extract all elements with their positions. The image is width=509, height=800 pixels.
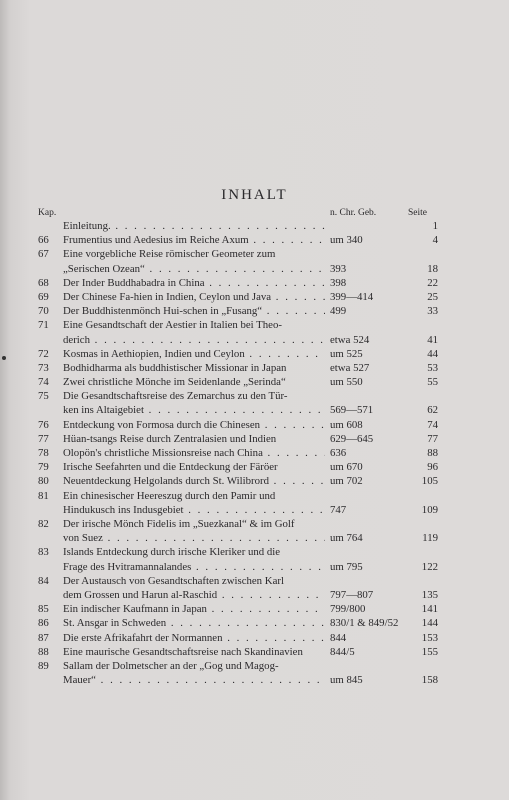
chapter-page: 53: [427, 361, 438, 374]
toc-entry: [38, 616, 438, 630]
chapter-page: 109: [421, 503, 438, 516]
chapter-page: 44: [427, 347, 438, 360]
chapter-page: 158: [421, 674, 438, 687]
chapter-year: 393: [330, 262, 347, 275]
chapter-title-line: Mauer“ . . .: [63, 673, 325, 687]
chapter-number: 83: [38, 546, 49, 559]
chapter-number: 86: [38, 617, 49, 630]
chapter-page: 96: [427, 461, 438, 474]
chapter-page: 105: [421, 475, 438, 488]
chapter-number: 78: [38, 447, 49, 460]
chapter-number: 75: [38, 390, 49, 403]
chapter-number: 88: [38, 645, 49, 658]
chapter-page: 119: [422, 532, 438, 545]
chapter-page: 1: [432, 220, 438, 232]
table-of-contents: [38, 219, 438, 687]
chapter-title-line: Die erste Afrikafahrt der Normannen . . .: [63, 631, 325, 645]
margin-mark: [2, 356, 6, 360]
chapter-title-line: „Serischen Ozean“ . . .: [63, 262, 325, 276]
chapter-year: um 845: [330, 674, 363, 687]
chapter-year: 799/800: [330, 603, 366, 616]
chapter-year: um 702: [330, 475, 363, 488]
chapter-title-line: Frumentius und Aedesius im Reiche Axum . . .: [63, 233, 325, 247]
chapter-year: 844: [330, 631, 347, 644]
toc-entry: [38, 219, 438, 233]
toc-entry: [38, 389, 438, 417]
chapter-page: 22: [427, 276, 438, 289]
chapter-title-line: Der Buddhistenmönch Hui-schen in „Fusang“ . . .: [63, 304, 325, 318]
chapter-number: 67: [38, 248, 49, 261]
chapter-number: 70: [38, 305, 49, 318]
chapter-number: 89: [38, 659, 49, 672]
chapter-title-line: Einleitung. . . .: [63, 219, 325, 233]
chapter-title-line: Eine maurische Gesandtschaftsreise nach Skandinavien: [63, 645, 303, 658]
chapter-year: 569—571: [330, 404, 374, 417]
chapter-year: 830/1 & 849/52: [330, 617, 399, 630]
chapter-year: um 608: [330, 418, 363, 431]
chapter-number: 79: [38, 461, 49, 474]
chapter-page: 153: [421, 631, 438, 644]
chapter-title-line: von Suez . . .: [63, 531, 325, 545]
chapter-page: 41: [427, 333, 438, 346]
toc-entry: [38, 631, 438, 645]
chapter-page: 88: [427, 447, 438, 460]
chapter-number: 69: [38, 290, 49, 303]
chapter-page: 135: [421, 588, 438, 601]
toc-entry: [38, 347, 438, 361]
chapter-title-line: dem Grossen und Harun al-Raschid . . .: [63, 588, 325, 602]
toc-entry: [38, 304, 438, 318]
toc-entry: [38, 418, 438, 432]
chapter-title-line: Neuentdeckung Helgolands durch St. Wilibrord . . .: [63, 474, 325, 488]
chapter-number: 73: [38, 361, 49, 374]
toc-entry: [38, 233, 438, 247]
chapter-title-line: Eine vorgebliche Reise römischer Geometer zum: [63, 248, 276, 261]
chapter-number: 82: [38, 518, 49, 530]
chapter-number: 72: [38, 347, 49, 360]
chapter-title-line: Ein chinesischer Heereszug durch den Pamir und: [63, 489, 276, 502]
chapter-page: 77: [427, 432, 438, 445]
chapter-title-line: Frage des Hvitramannalandes . . .: [63, 560, 325, 574]
chapter-page: 18: [427, 262, 438, 275]
chapter-number: 68: [38, 276, 49, 289]
chapter-year: etwa 527: [330, 361, 370, 374]
chapter-title-line: Der Chinese Fa-hien in Indien, Ceylon und Java . . .: [63, 290, 325, 304]
chapter-page: 25: [427, 290, 438, 303]
chapter-number: 84: [38, 574, 49, 587]
toc-entry: [38, 460, 438, 474]
chapter-year: um 764: [330, 532, 363, 545]
chapter-number: 76: [38, 418, 49, 431]
toc-entry: [38, 517, 438, 545]
chapter-year: um 340: [330, 234, 363, 247]
column-header-geb: n. Chr. Geb.: [330, 208, 377, 218]
toc-entry: [38, 545, 438, 573]
column-header-seite: Seite: [408, 208, 427, 218]
chapter-number: 80: [38, 475, 49, 488]
chapter-page: 144: [421, 617, 438, 630]
chapter-year: 747: [330, 503, 347, 516]
chapter-year: 398: [330, 276, 347, 289]
chapter-title-line: Die Gesandtschaftsreise des Zemarchus zu den Tür-: [63, 390, 288, 403]
chapter-title-line: Der irische Mönch Fidelis im „Suezkanal“ & im Golf: [63, 518, 295, 530]
chapter-year: 844/5: [330, 645, 355, 658]
toc-entry: [38, 318, 438, 346]
chapter-title-line: Olopön's christliche Missionsreise nach China . . .: [63, 446, 325, 460]
chapter-title-line: Entdeckung von Formosa durch die Chinesen . . .: [63, 418, 325, 432]
chapter-title-line: Irische Seefahrten und die Entdeckung der Färöer: [63, 461, 278, 474]
chapter-title-line: Der Inder Buddhabadra in China . . .: [63, 276, 325, 290]
chapter-title-line: Kosmas in Aethiopien, Indien und Ceylon . . .: [63, 347, 325, 361]
chapter-year: 399—414: [330, 290, 374, 303]
toc-entry: [38, 574, 438, 602]
page-title: INHALT: [221, 187, 288, 203]
chapter-year: um 670: [330, 461, 363, 474]
chapter-year: 629—645: [330, 432, 374, 445]
chapter-number: 77: [38, 432, 49, 445]
column-header-kap: Kap.: [38, 208, 57, 218]
toc-entry: [38, 247, 438, 275]
chapter-number: 87: [38, 631, 49, 644]
toc-entry: [38, 602, 438, 616]
chapter-number: 85: [38, 603, 49, 616]
chapter-year: 797—807: [330, 588, 374, 601]
chapter-page: 62: [427, 404, 438, 417]
chapter-title-line: Zwei christliche Mönche im Seidenlande „Serinda“: [63, 376, 286, 389]
chapter-title-line: Hindukusch ins Indusgebiet . . .: [63, 503, 325, 517]
chapter-title-line: Sallam der Dolmetscher an der „Gog und Magog-: [63, 659, 279, 672]
chapter-title-line: Hüan-tsangs Reise durch Zentralasien und Indien: [63, 432, 277, 445]
toc-entry: [38, 645, 438, 659]
chapter-year: um 550: [330, 376, 363, 389]
chapter-title-line: St. Ansgar in Schweden . . .: [63, 616, 325, 630]
chapter-page: 33: [427, 305, 438, 318]
chapter-title-line: derich . . .: [63, 333, 325, 347]
chapter-title-line: Islands Entdeckung durch irische Kleriker und die: [63, 546, 281, 559]
chapter-page: 141: [421, 603, 438, 616]
chapter-number: 81: [38, 489, 49, 502]
chapter-title-line: Eine Gesandtschaft der Aestier in Italien bei Theo-: [63, 319, 282, 332]
chapter-page: 155: [421, 645, 438, 658]
chapter-title-line: Bodhidharma als buddhistischer Missionar in Japan: [63, 361, 287, 374]
toc-entry: [38, 276, 438, 290]
chapter-number: 71: [38, 319, 49, 332]
toc-entry: [38, 375, 438, 389]
toc-entry: [38, 290, 438, 304]
chapter-year: 499: [330, 305, 347, 318]
chapter-page: 122: [421, 560, 438, 573]
chapter-year: 636: [330, 447, 347, 460]
toc-entry: [38, 432, 438, 446]
chapter-title-line: ken ins Altaigebiet . . .: [63, 403, 325, 417]
chapter-year: um 795: [330, 560, 363, 573]
toc-entry: [38, 474, 438, 488]
chapter-page: 4: [432, 234, 438, 247]
chapter-number: 66: [38, 234, 49, 247]
chapter-year: etwa 524: [330, 333, 370, 346]
toc-entry: [38, 446, 438, 460]
chapter-year: um 525: [330, 347, 363, 360]
chapter-title-line: Ein indischer Kaufmann in Japan . . .: [63, 602, 325, 616]
chapter-page: 74: [427, 418, 438, 431]
toc-entry: [38, 659, 438, 687]
chapter-page: 55: [427, 376, 438, 389]
chapter-title-line: Der Austausch von Gesandtschaften zwischen Karl: [63, 574, 284, 587]
toc-entry: [38, 361, 438, 375]
toc-entry: [38, 489, 438, 517]
chapter-number: 74: [38, 376, 49, 389]
